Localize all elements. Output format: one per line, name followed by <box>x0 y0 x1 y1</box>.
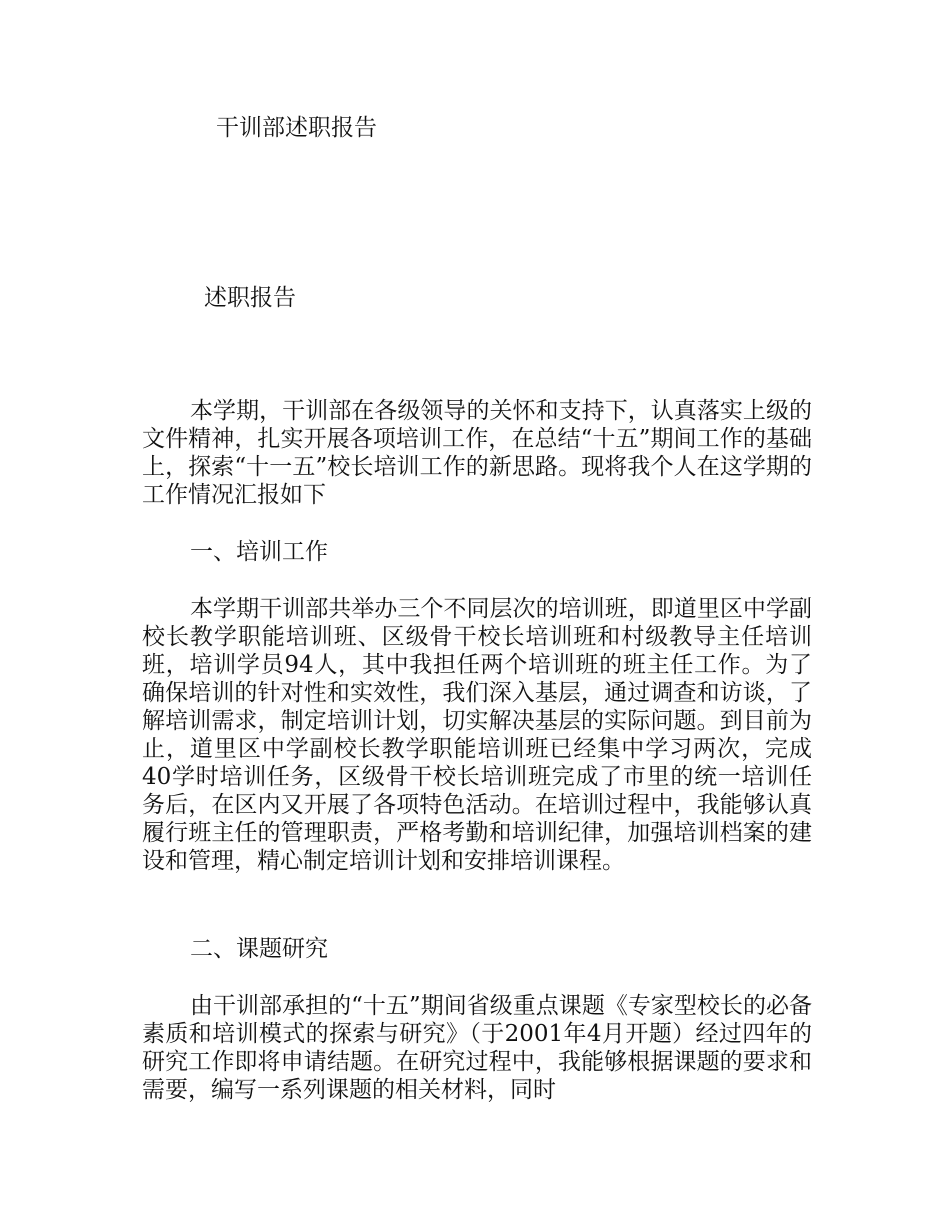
document-title: 干训部述职报告 <box>216 115 377 141</box>
section-heading-research: 二、课题研究 <box>190 936 328 962</box>
training-paragraph: 本学期干训部共举办三个不同层次的培训班，即道里区中学副校长教学职能培训班、区级骨干校长培训班和村级教导主任培训班，培训学员94人，其中我担任两个培训班的班主任工作。为了确保培训的针对性和实效性，我们深入基层，通过调查和访谈，了解培训需求，制定培训计划，切实解决基层的实际问题。到目前为止，道里区中学副校长教学职能培训班已经集中学习两次，完成40学时培训任务，区级骨干校长培训班完成了市里的统一培训任务后，在区内又开展了各项特色活动。在培训过程中，我能够认真履行班主任的管理职责，严格考勤和培训纪律，加强培训档案的建设和管理，精心制定培训计划和安排培训课程。 <box>142 596 812 874</box>
research-paragraph: 由干训部承担的“十五”期间省级重点课题《专家型校长的必备素质和培训模式的探索与研究》（于2001年4月开题）经过四年的研究工作即将申请结题。在研究过程中，我能够根据课题的要求和需要，编写一系列课题的相关材料，同时 <box>142 993 812 1103</box>
section-heading-training: 一、培训工作 <box>190 539 328 565</box>
intro-paragraph: 本学期，干训部在各级领导的关怀和支持下，认真落实上级的文件精神，扎实开展各项培训工作，在总结“十五”期间工作的基础上，探索“十一五”校长培训工作的新思路。现将我个人在这学期的工作情况汇报如下 <box>142 398 812 508</box>
document-subtitle: 述职报告 <box>204 285 296 311</box>
